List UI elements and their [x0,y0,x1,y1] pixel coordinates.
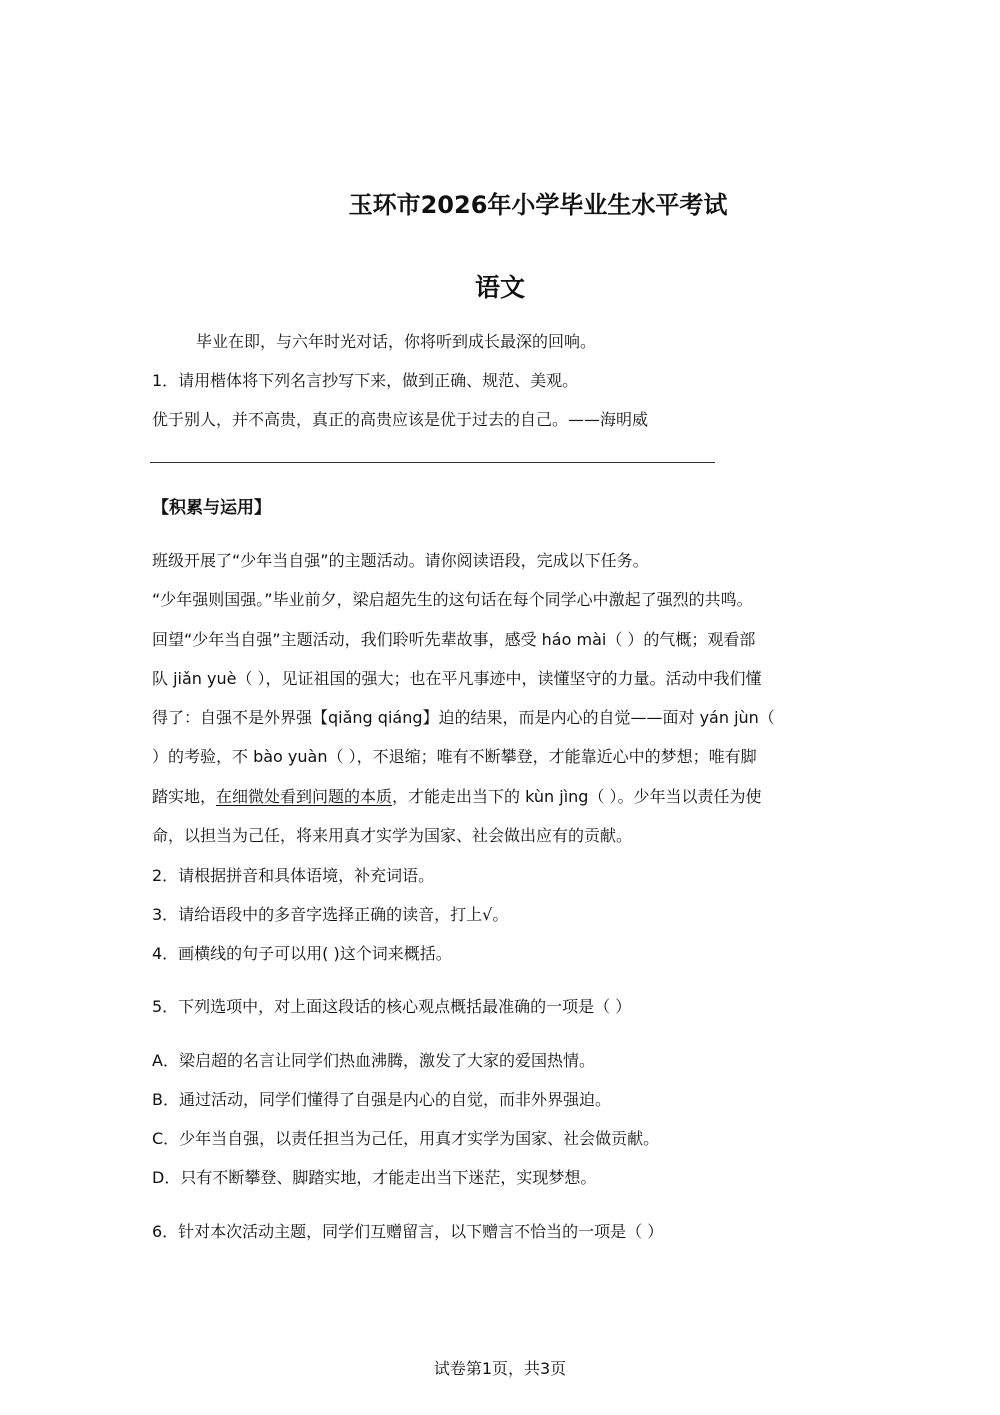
passage-line-6 [152,786,762,808]
question-1-quote: 优于别人，并不高贵，真正的高贵应该是优于过去的自己。——海明威 [152,410,649,429]
passage-line-4: 得了：自强不是外界强【qiǎng qiáng】迫的结果，而是内心的自觉——面对 yán jùn（ [152,708,775,727]
passage-line-5: ）的考验，不 bào yuàn（ ），不退缩；唯有不断攀登，才能靠近心中的梦想；唯有脚 [152,747,757,766]
option-d[interactable]: D．只有不断攀登、脚踏实地，才能走出当下迷茫，实现梦想。 [152,1168,597,1187]
page-footer: 试卷第1页，共3页 [433,1359,567,1378]
question-3: 3．请给语段中的多音字选择正确的读音，打上√。 [152,905,509,924]
passage-line-2: 回望“少年当自强”主题活动，我们聆听先辈故事，感受 háo mài（ ）的气概；观看部 [152,630,756,649]
option-b[interactable]: B．通过活动，同学们懂得了自强是内心的自觉，而非外界强迫。 [152,1090,611,1109]
option-a[interactable]: A．梁启超的名言让同学们热血沸腾，激发了大家的爱国热情。 [152,1051,595,1070]
question-2: 2．请根据拼音和具体语境，补充词语。 [152,866,435,885]
intro-text: 毕业在即，与六年时光对话，你将听到成长最深的回响。 [196,332,597,351]
passage-line-6-end: ，才能走出当下的 kùn jìng（ ）。少年当以责任为使 [392,787,762,806]
answer-line[interactable] [150,462,715,463]
passage-lead: 班级开展了“少年当自强”的主题活动。请你阅读语段，完成以下任务。 [152,551,649,570]
passage-line-6-start: 踏实地， [152,787,217,806]
question-5: 5．下列选项中，对上面这段话的核心观点概括最准确的一项是（ ） [152,997,632,1016]
question-6: 6．针对本次活动主题，同学们互赠留言，以下赠言不恰当的一项是（ ） [152,1222,664,1241]
exam-title: 玉环市2026年小学毕业生水平考试 [348,191,728,219]
passage-line-3: 队 jiǎn yuè（ ），见证祖国的强大；也在平凡事迹中，读懂坚守的力量。活动中我们懂 [152,669,762,688]
passage-line-7: 命，以担当为己任，将来用真才实学为国家、社会做出应有的贡献。 [152,826,633,845]
passage-line-1: “少年强则国强。”毕业前夕，梁启超先生的这句话在每个同学心中激起了强烈的共鸣。 [152,590,753,609]
question-1-prompt: 1．请用楷体将下列名言抄写下来，做到正确、规范、美观。 [152,371,579,390]
subject-title: 语文 [474,273,525,302]
option-c[interactable]: C．少年当自强，以责任担当为己任，用真才实学为国家、社会做贡献。 [152,1129,660,1148]
underlined-sentence: 在细微处看到问题的本质 [216,787,393,806]
section-heading: 【积累与运用】 [152,498,271,518]
question-4: 4．画横线的句子可以用( )这个词来概括。 [152,944,452,963]
